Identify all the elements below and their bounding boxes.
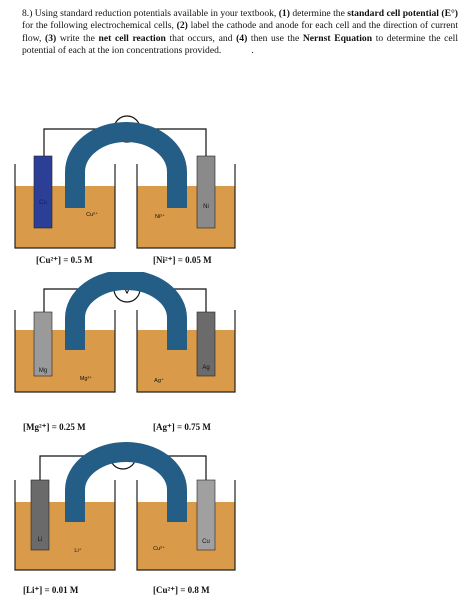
right-concentration-1: [Ni²⁺] = 0.05 M: [153, 255, 212, 265]
left-concentration-2: [Mg²⁺] = 0.25 M: [23, 422, 86, 432]
left-ion-label: Mg²⁺: [79, 376, 93, 382]
voltmeter-label: V: [118, 449, 128, 464]
left-electrode: [34, 312, 52, 376]
voltmeter-label: V: [122, 282, 132, 297]
right-ion-label: Cu²⁺: [153, 546, 165, 552]
left-concentration-1: [Cu²⁺] = 0.5 M: [36, 255, 93, 265]
right-electrode-label: Cu: [202, 539, 210, 545]
right-electrode: [197, 156, 215, 228]
right-concentration-2: [Ag⁺] = 0.75 M: [153, 422, 211, 432]
right-ion-label: Ni²⁺: [155, 214, 165, 220]
electrochemical-cell-1: [0, 112, 474, 262]
right-electrode-label: Ag: [202, 365, 210, 371]
left-electrode-label: Li: [37, 537, 43, 543]
question-text: 8.) Using standard reduction potentials available in your textbook, (1) determine the standard cell potential (E°) for the following electrochemical cells, (2) label the cathode and anode for each cell and the direction of current flow, (3) write the net cell reaction that occurs, and (4) then use the Nernst Equation to determine the cell potential of each at the ion concentrations provided. .: [22, 8, 458, 56]
voltmeter-label: V: [122, 122, 132, 137]
left-ion-label: Li⁺: [74, 548, 82, 554]
left-ion-label: Cu²⁺: [86, 212, 98, 218]
left-concentration-3: [Li⁺] = 0.01 M: [23, 585, 79, 595]
left-electrode: [34, 156, 52, 228]
electrochemical-cell-3: [0, 440, 474, 590]
right-concentration-3: [Cu²⁺] = 0.8 M: [153, 585, 210, 595]
left-electrode-label: Mg: [38, 368, 48, 374]
right-ion-label: Ag⁺: [154, 378, 164, 384]
right-electrode-label: Ni: [203, 204, 209, 210]
electrochemical-cell-2: [0, 272, 474, 422]
left-electrode-label: Cu: [39, 200, 47, 206]
